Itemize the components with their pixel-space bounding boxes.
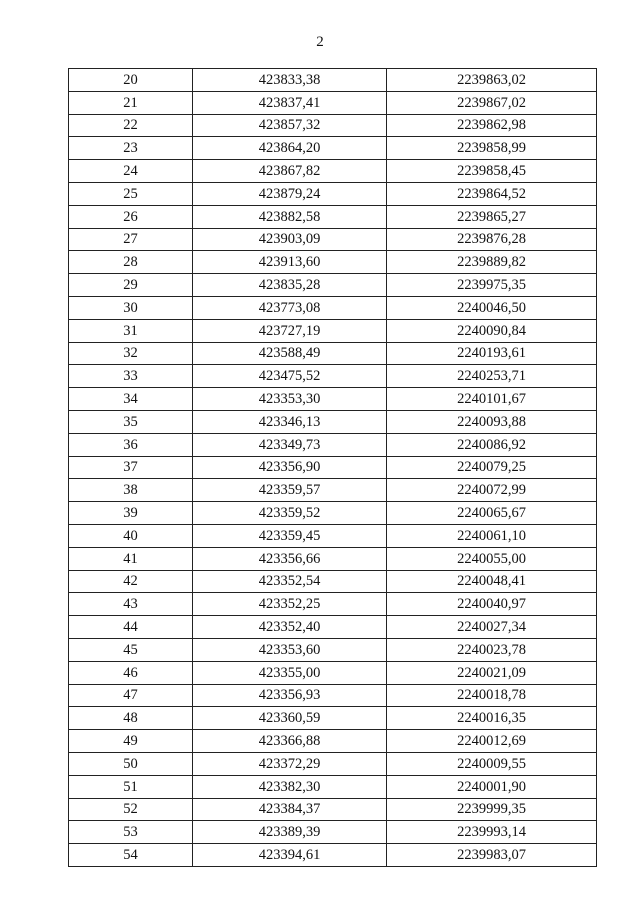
table-row	[69, 638, 597, 661]
point-number-cell: 47	[69, 684, 193, 707]
x-coordinate-cell: 423352,54	[193, 570, 387, 593]
y-coordinate-cell: 2239863,02	[387, 69, 597, 92]
table-row	[69, 616, 597, 639]
y-coordinate-cell: 2239999,35	[387, 798, 597, 821]
x-coordinate-cell: 423833,38	[193, 69, 387, 92]
y-coordinate-cell: 2240093,88	[387, 410, 597, 433]
table-row	[69, 342, 597, 365]
point-number-cell: 34	[69, 388, 193, 411]
x-coordinate-cell: 423864,20	[193, 137, 387, 160]
table-row	[69, 479, 597, 502]
point-number-cell: 23	[69, 137, 193, 160]
x-coordinate-cell: 423727,19	[193, 319, 387, 342]
point-number-cell: 37	[69, 456, 193, 479]
table-row	[69, 684, 597, 707]
table-row	[69, 296, 597, 319]
table-row	[69, 410, 597, 433]
table-row	[69, 593, 597, 616]
table-row	[69, 251, 597, 274]
point-number-cell: 50	[69, 752, 193, 775]
y-coordinate-cell: 2240046,50	[387, 296, 597, 319]
x-coordinate-cell: 423356,66	[193, 547, 387, 570]
table-row	[69, 137, 597, 160]
table-row	[69, 114, 597, 137]
x-coordinate-cell: 423857,32	[193, 114, 387, 137]
y-coordinate-cell: 2239858,45	[387, 160, 597, 183]
x-coordinate-cell: 423352,25	[193, 593, 387, 616]
table-row	[69, 274, 597, 297]
x-coordinate-cell: 423882,58	[193, 205, 387, 228]
point-number-cell: 45	[69, 638, 193, 661]
x-coordinate-cell: 423356,90	[193, 456, 387, 479]
table-row	[69, 821, 597, 844]
table-row	[69, 844, 597, 867]
x-coordinate-cell: 423355,00	[193, 661, 387, 684]
x-coordinate-cell: 423835,28	[193, 274, 387, 297]
point-number-cell: 31	[69, 319, 193, 342]
point-number-cell: 42	[69, 570, 193, 593]
y-coordinate-cell: 2240040,97	[387, 593, 597, 616]
table-row	[69, 388, 597, 411]
table-row	[69, 182, 597, 205]
y-coordinate-cell: 2239865,27	[387, 205, 597, 228]
y-coordinate-cell: 2240065,67	[387, 502, 597, 525]
x-coordinate-cell: 423359,45	[193, 524, 387, 547]
table-row	[69, 547, 597, 570]
x-coordinate-cell: 423475,52	[193, 365, 387, 388]
point-number-cell: 38	[69, 479, 193, 502]
y-coordinate-cell: 2240016,35	[387, 707, 597, 730]
point-number-cell: 49	[69, 730, 193, 753]
y-coordinate-cell: 2239858,99	[387, 137, 597, 160]
point-number-cell: 29	[69, 274, 193, 297]
table-row	[69, 570, 597, 593]
x-coordinate-cell: 423389,39	[193, 821, 387, 844]
y-coordinate-cell: 2240009,55	[387, 752, 597, 775]
y-coordinate-cell: 2239975,35	[387, 274, 597, 297]
table-row	[69, 798, 597, 821]
x-coordinate-cell: 423346,13	[193, 410, 387, 433]
page-number: 2	[316, 34, 324, 50]
y-coordinate-cell: 2239864,52	[387, 182, 597, 205]
x-coordinate-cell: 423366,88	[193, 730, 387, 753]
y-coordinate-cell: 2240012,69	[387, 730, 597, 753]
coordinates-table	[68, 68, 597, 867]
x-coordinate-cell: 423394,61	[193, 844, 387, 867]
point-number-cell: 44	[69, 616, 193, 639]
point-number-cell: 26	[69, 205, 193, 228]
y-coordinate-cell: 2240086,92	[387, 433, 597, 456]
point-number-cell: 48	[69, 707, 193, 730]
x-coordinate-cell: 423384,37	[193, 798, 387, 821]
table-row	[69, 228, 597, 251]
y-coordinate-cell: 2240023,78	[387, 638, 597, 661]
point-number-cell: 40	[69, 524, 193, 547]
point-number-cell: 35	[69, 410, 193, 433]
y-coordinate-cell: 2239889,82	[387, 251, 597, 274]
x-coordinate-cell: 423356,93	[193, 684, 387, 707]
table-row	[69, 91, 597, 114]
point-number-cell: 24	[69, 160, 193, 183]
point-number-cell: 20	[69, 69, 193, 92]
y-coordinate-cell: 2239862,98	[387, 114, 597, 137]
table-row	[69, 205, 597, 228]
y-coordinate-cell: 2240079,25	[387, 456, 597, 479]
y-coordinate-cell: 2240101,67	[387, 388, 597, 411]
x-coordinate-cell: 423879,24	[193, 182, 387, 205]
y-coordinate-cell: 2239867,02	[387, 91, 597, 114]
coordinates-table-body	[69, 69, 597, 867]
table-row	[69, 752, 597, 775]
table-row	[69, 502, 597, 525]
point-number-cell: 25	[69, 182, 193, 205]
x-coordinate-cell: 423360,59	[193, 707, 387, 730]
point-number-cell: 41	[69, 547, 193, 570]
table-row	[69, 775, 597, 798]
point-number-cell: 27	[69, 228, 193, 251]
y-coordinate-cell: 2240072,99	[387, 479, 597, 502]
point-number-cell: 43	[69, 593, 193, 616]
x-coordinate-cell: 423352,40	[193, 616, 387, 639]
y-coordinate-cell: 2240061,10	[387, 524, 597, 547]
table-row	[69, 433, 597, 456]
point-number-cell: 52	[69, 798, 193, 821]
table-row	[69, 456, 597, 479]
point-number-cell: 30	[69, 296, 193, 319]
x-coordinate-cell: 423372,29	[193, 752, 387, 775]
x-coordinate-cell: 423359,57	[193, 479, 387, 502]
y-coordinate-cell: 2240048,41	[387, 570, 597, 593]
point-number-cell: 32	[69, 342, 193, 365]
table-row	[69, 661, 597, 684]
table-row	[69, 524, 597, 547]
y-coordinate-cell: 2240018,78	[387, 684, 597, 707]
y-coordinate-cell: 2240193,61	[387, 342, 597, 365]
point-number-cell: 53	[69, 821, 193, 844]
y-coordinate-cell: 2239876,28	[387, 228, 597, 251]
table-row	[69, 319, 597, 342]
y-coordinate-cell: 2240001,90	[387, 775, 597, 798]
point-number-cell: 21	[69, 91, 193, 114]
x-coordinate-cell: 423353,60	[193, 638, 387, 661]
point-number-cell: 54	[69, 844, 193, 867]
y-coordinate-cell: 2240090,84	[387, 319, 597, 342]
x-coordinate-cell: 423353,30	[193, 388, 387, 411]
point-number-cell: 36	[69, 433, 193, 456]
x-coordinate-cell: 423382,30	[193, 775, 387, 798]
table-row	[69, 707, 597, 730]
x-coordinate-cell: 423867,82	[193, 160, 387, 183]
x-coordinate-cell: 423588,49	[193, 342, 387, 365]
x-coordinate-cell: 423913,60	[193, 251, 387, 274]
y-coordinate-cell: 2239983,07	[387, 844, 597, 867]
y-coordinate-cell: 2240021,09	[387, 661, 597, 684]
point-number-cell: 33	[69, 365, 193, 388]
y-coordinate-cell: 2239993,14	[387, 821, 597, 844]
x-coordinate-cell: 423903,09	[193, 228, 387, 251]
y-coordinate-cell: 2240253,71	[387, 365, 597, 388]
point-number-cell: 51	[69, 775, 193, 798]
x-coordinate-cell: 423359,52	[193, 502, 387, 525]
point-number-cell: 22	[69, 114, 193, 137]
x-coordinate-cell: 423837,41	[193, 91, 387, 114]
y-coordinate-cell: 2240027,34	[387, 616, 597, 639]
table-row	[69, 160, 597, 183]
x-coordinate-cell: 423349,73	[193, 433, 387, 456]
table-row	[69, 730, 597, 753]
point-number-cell: 28	[69, 251, 193, 274]
table-row	[69, 365, 597, 388]
point-number-cell: 39	[69, 502, 193, 525]
x-coordinate-cell: 423773,08	[193, 296, 387, 319]
y-coordinate-cell: 2240055,00	[387, 547, 597, 570]
point-number-cell: 46	[69, 661, 193, 684]
table-row	[69, 69, 597, 92]
